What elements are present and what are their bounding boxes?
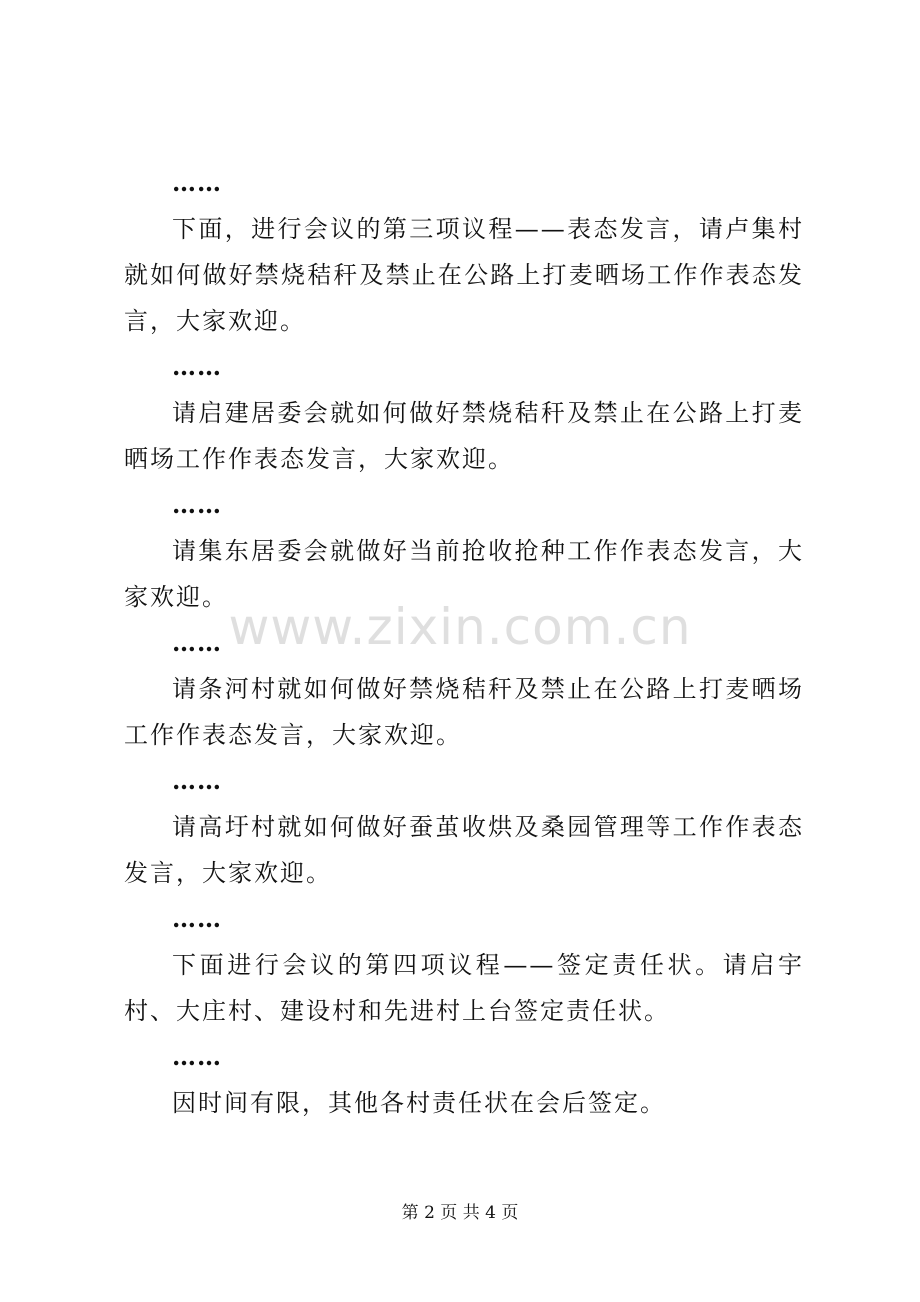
paragraph-statement-jidong: 请集东居委会就做好当前抢收抢种工作作表态发言，大家欢迎。 [124, 537, 804, 611]
ellipsis-6: …… [172, 904, 222, 933]
ellipsis-3: …… [172, 490, 222, 519]
paragraph-closing: 因时间有限，其他各村责任状在会后签定。 [172, 1089, 666, 1117]
paragraph-statement-luji: 下面，进行会议的第三项议程——表态发言，请卢集村就如何做好禁烧秸秆及禁止在公路上打麦晒场工作作表态发言，大家欢迎。 [124, 215, 804, 335]
document-body [124, 160, 804, 1126]
paragraph-statement-gaowei: 请高圩村就如何做好蚕茧收烘及桑园管理等工作作表态发言，大家欢迎。 [124, 813, 804, 887]
ellipsis-1: …… [172, 168, 222, 197]
ellipsis-5: …… [172, 766, 222, 795]
paragraph-agenda-four: 下面进行会议的第四项议程——签定责任状。请启宇村、大庄村、建设村和先进村上台签定责任状。 [124, 951, 804, 1025]
page-number-footer: 第 2 页 共 4 页 [401, 1203, 519, 1223]
ellipsis-4: …… [172, 628, 222, 657]
paragraph-statement-tiaohe: 请条河村就如何做好禁烧秸秆及禁止在公路上打麦晒场工作作表态发言，大家欢迎。 [124, 675, 804, 749]
ellipsis-2: …… [172, 352, 222, 381]
ellipsis-7: …… [172, 1042, 222, 1071]
watermark-text: www.zixin.com.cn [228, 598, 692, 656]
paragraph-statement-qijian: 请启建居委会就如何做好禁烧秸秆及禁止在公路上打麦晒场工作作表态发言，大家欢迎。 [124, 399, 804, 473]
